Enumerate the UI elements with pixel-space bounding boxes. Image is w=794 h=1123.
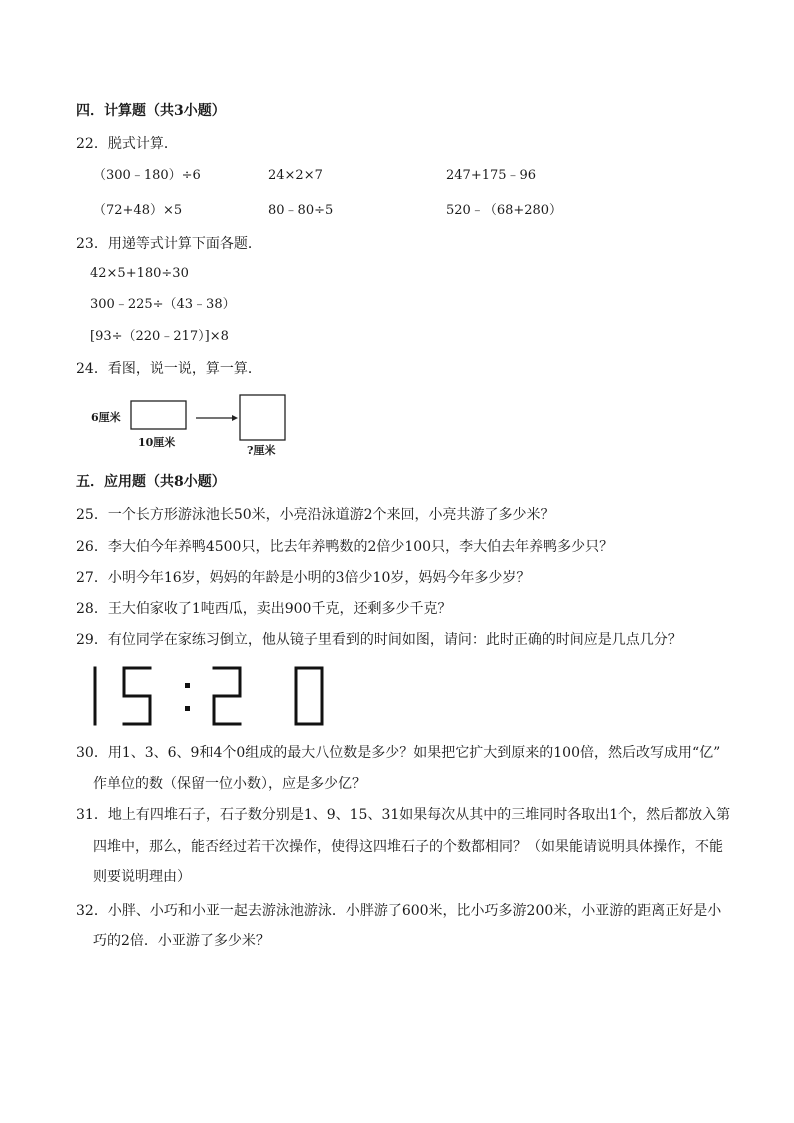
q23-expr-3: [93÷（220﹣217）]×8 [90, 329, 229, 344]
colon-top-dot [185, 683, 190, 688]
question-28: 28．王大伯家收了1吨西瓜，卖出900千克，还剩多少千克？ [76, 601, 452, 617]
q22-expr-5: 80﹣80÷5 [268, 203, 334, 218]
question-23: 23．用递等式计算下面各题． [76, 236, 262, 252]
rectangle-shape [131, 401, 186, 429]
q22-expr-1: （300﹣180）÷6 [93, 168, 201, 183]
rectangle-to-square-figure [90, 392, 300, 458]
q22-expr-3: 247+175﹣96 [446, 168, 537, 183]
question-31-line-2: 四堆中，那么，能否经过若干次操作，使得这四堆石子的个数都相同？（如果能请说明具体操作，不能 [93, 839, 723, 855]
question-32-line-1: 32．小胖、小巧和小亚一起去游泳池游泳．小胖游了600米，比小巧多游200米，小亚游的距离正好是小 [76, 903, 722, 919]
clock-digits [88, 662, 340, 730]
rectangle-width-label: 10厘米 [138, 436, 176, 449]
question-30-line-2: 作单位的数（保留一位小数），应是多少亿？ [93, 776, 366, 792]
mirrored-digit-two [124, 668, 150, 724]
digit-two [214, 668, 240, 724]
q22-expr-2: 24×2×7 [268, 168, 323, 183]
question-31-line-3: 则要说明理由） [93, 869, 191, 885]
question-26: 26．李大伯今年养鸭4500只，比去年养鸭数的2倍少100只，李大伯去年养鸭多少只？ [76, 539, 614, 555]
question-24: 24．看图，说一说，算一算． [76, 361, 262, 377]
colon-bottom-dot [185, 706, 190, 711]
question-30-line-1: 30．用1、3、6、9和4个0组成的最大八位数是多少？如果把它扩大到原来的100倍，然后改写成用“亿” [76, 745, 721, 761]
section-4-title: 四．计算题（共3小题） [76, 103, 226, 119]
question-32-line-2: 巧的2倍．小亚游了多少米？ [93, 933, 270, 949]
question-22: 22．脱式计算． [76, 136, 178, 152]
question-25: 25．一个长方形游泳池长50米，小亮沿泳道游2个来回，小亮共游了多少米？ [76, 507, 555, 523]
q23-expr-1: 42×5+180÷30 [90, 266, 189, 281]
square-side-label: ?厘米 [247, 444, 276, 457]
question-29: 29．有位同学在家练习倒立，他从镜子里看到的时间如图，请问：此时正确的时间应是几点几分？ [76, 632, 682, 648]
question-27: 27．小明今年16岁，妈妈的年龄是小明的3倍少10岁，妈妈今年多少岁？ [76, 570, 531, 586]
q23-expr-2: 300﹣225÷（43﹣38） [90, 297, 236, 312]
section-5-title: 五．应用题（共8小题） [76, 474, 226, 490]
question-31-line-1: 31．地上有四堆石子，石子数分别是1、9、15、31如果每次从其中的三堆同时各取出1个，然后都放入第 [76, 807, 731, 823]
q22-expr-4: （72+48）×5 [93, 203, 183, 218]
rectangle-height-label: 6厘米 [91, 411, 121, 424]
square-shape [240, 395, 285, 440]
arrow-head-icon [232, 415, 238, 421]
q22-expr-6: 520﹣（68+280） [446, 203, 563, 218]
digit-zero [296, 668, 322, 724]
mirrored-clock-image [88, 662, 340, 730]
